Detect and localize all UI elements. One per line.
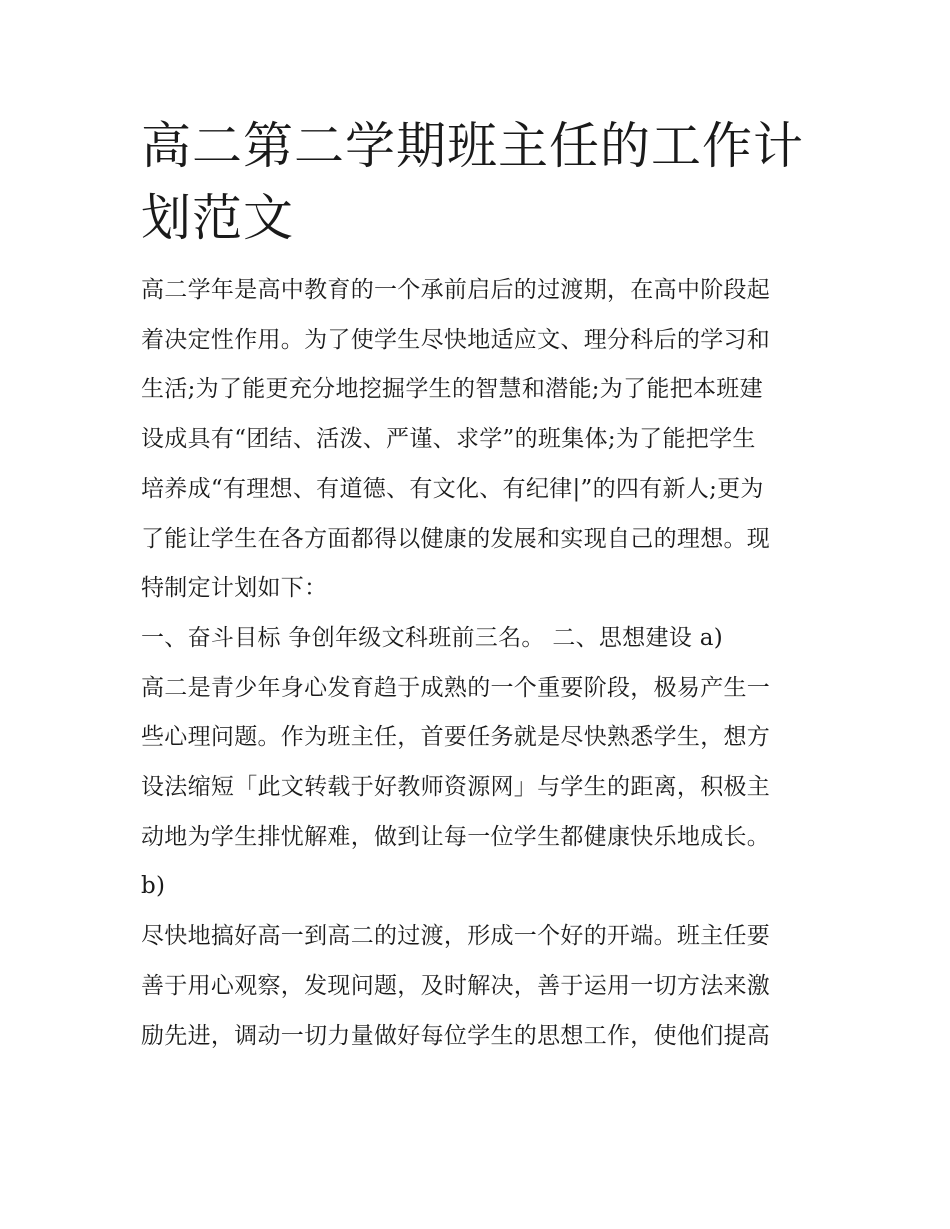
document-body [141,266,821,1061]
body-line: 一、奋斗目标 争创年级文科班前三名。 二、思想建设 a) [141,624,724,651]
title-line: 划范文 [141,189,294,247]
body-line: b) [141,873,166,900]
document-content [141,110,821,1061]
title-line: 高二第二学期班主任的工作计 [141,117,804,175]
body-line: 生活;为了能更充分地挖掘学生的智慧和潜能;为了能把本班建 [141,376,763,403]
body-line: 了能让学生在各方面都得以健康的发展和实现自己的理想。现 [141,525,771,552]
body-line: 特制定计划如下： [141,575,328,602]
body-line: 着决定性作用。为了使学生尽快地适应文、理分科后的学习和 [141,326,771,353]
document-title [141,110,821,254]
body-line: 善于用心观察，发现问题，及时解决，善于运用一切方法来激 [141,972,771,999]
body-line: 励先进，调动一切力量做好每位学生的思想工作，使他们提高 [141,1022,771,1049]
body-line: 些心理问题。作为班主任，首要任务就是尽快熟悉学生，想方 [141,724,771,751]
body-line: 动地为学生排忧解难，做到让每一位学生都健康快乐地成长。 [141,823,771,850]
body-line: 高二是青少年身心发育趋于成熟的一个重要阶段，极易产生一 [141,674,771,701]
body-line: 设成具有“团结、活泼、严谨、求学”的班集体;为了能把学生 [141,426,756,453]
body-line: 设法缩短「此文转载于好教师资源网」与学生的距离，积极主 [141,774,771,801]
body-line: 培养成“有理想、有道德、有文化、有纪律|”的四有新人;更为 [141,475,764,502]
body-line: 尽快地搞好高一到高二的过渡，形成一个好的开端。班主任要 [141,923,771,950]
body-line: 高二学年是高中教育的一个承前启后的过渡期，在高中阶段起 [141,277,771,303]
